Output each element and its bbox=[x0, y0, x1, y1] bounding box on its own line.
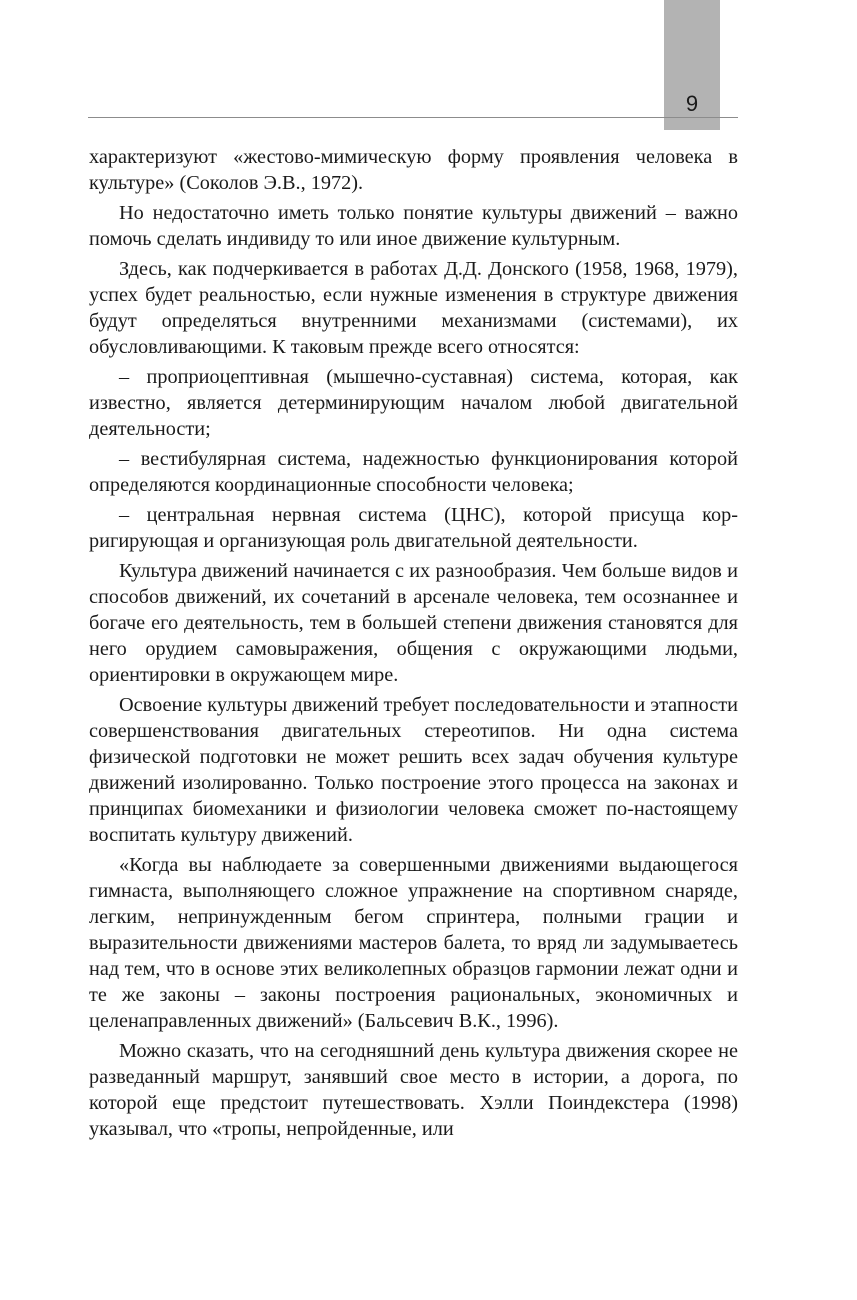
list-item-proprioceptive: – проприоцептивная (мышечно-суставная) система, которая, как известно, является детерминирующим началом любой двигательной деятельности; bbox=[89, 366, 738, 440]
list-item-cns: – центральная нервная система (ЦНС), которой присуща корригирующая и организующая роль двигательной деятельности. bbox=[89, 504, 738, 552]
quote-paragraph: «Когда вы наблюдаете за совершенными движениями выдающегося гимнаста, выполняющего сложное упражнение на спортивном снаряде, легким, непринужденным бегом спринтера, полными грации и выразительности движениями мастеров балета, то вряд ли задумываетесь над тем, что в основе этих великолепных образцов гармонии лежат одни и те же законы – законы построения рациональных, экономичных и целенаправленных движений» (Бальсевич В.К., 1996). bbox=[89, 854, 738, 1032]
page-number: 9 bbox=[685, 91, 699, 116]
body-text bbox=[89, 144, 738, 1146]
list-item-vestibular: – вестибулярная система, надежностью функционирования которой определяются координационные способности человека; bbox=[89, 448, 738, 496]
paragraph: Здесь, как подчеркивается в работах Д.Д. Донского (1958, 1968, 1979), успех будет реальностью, если нужные изменения в структуре движения будут определяться внутренними механизмами (системами), их обусловливающими. К таковым прежде всего относятся: bbox=[89, 258, 738, 358]
header-rule bbox=[88, 117, 738, 118]
paragraph-continued: характеризуют «жестово-мимическую форму проявления человека в культуре» (Соколов Э.В., 1972). bbox=[89, 146, 738, 194]
paragraph: Освоение культуры движений требует последовательности и этапности совершенствования двигательных стереотипов. Ни одна система физической подготовки не может решить всех задач обучения культуре движений изолированно. Только построение этого процесса на законах и принципах биомеханики и физиологии человека сможет по-настоящему воспитать культуру движений. bbox=[89, 694, 738, 846]
paragraph: Можно сказать, что на сегодняшний день культура движения скорее не разведанный маршрут, занявший свое место в истории, а дорога, по которой еще предстоит путешествовать. Хэлли Поиндекстера (1998) указывал, что «тропы, непройденные, или bbox=[89, 1040, 738, 1140]
paragraph: Культура движений начинается с их разнообразия. Чем больше видов и способов движений, их сочетаний в арсенале человека, тем осознаннее и богаче его деятельность, тем в большей степени движения становятся для него орудием самовыражения, общения с окружающими людьми, ориентировки в окружающем мире. bbox=[89, 560, 738, 686]
paragraph: Но недостаточно иметь только понятие культуры движений – важно помочь сделать индивиду то или иное движение культурным. bbox=[89, 202, 738, 250]
